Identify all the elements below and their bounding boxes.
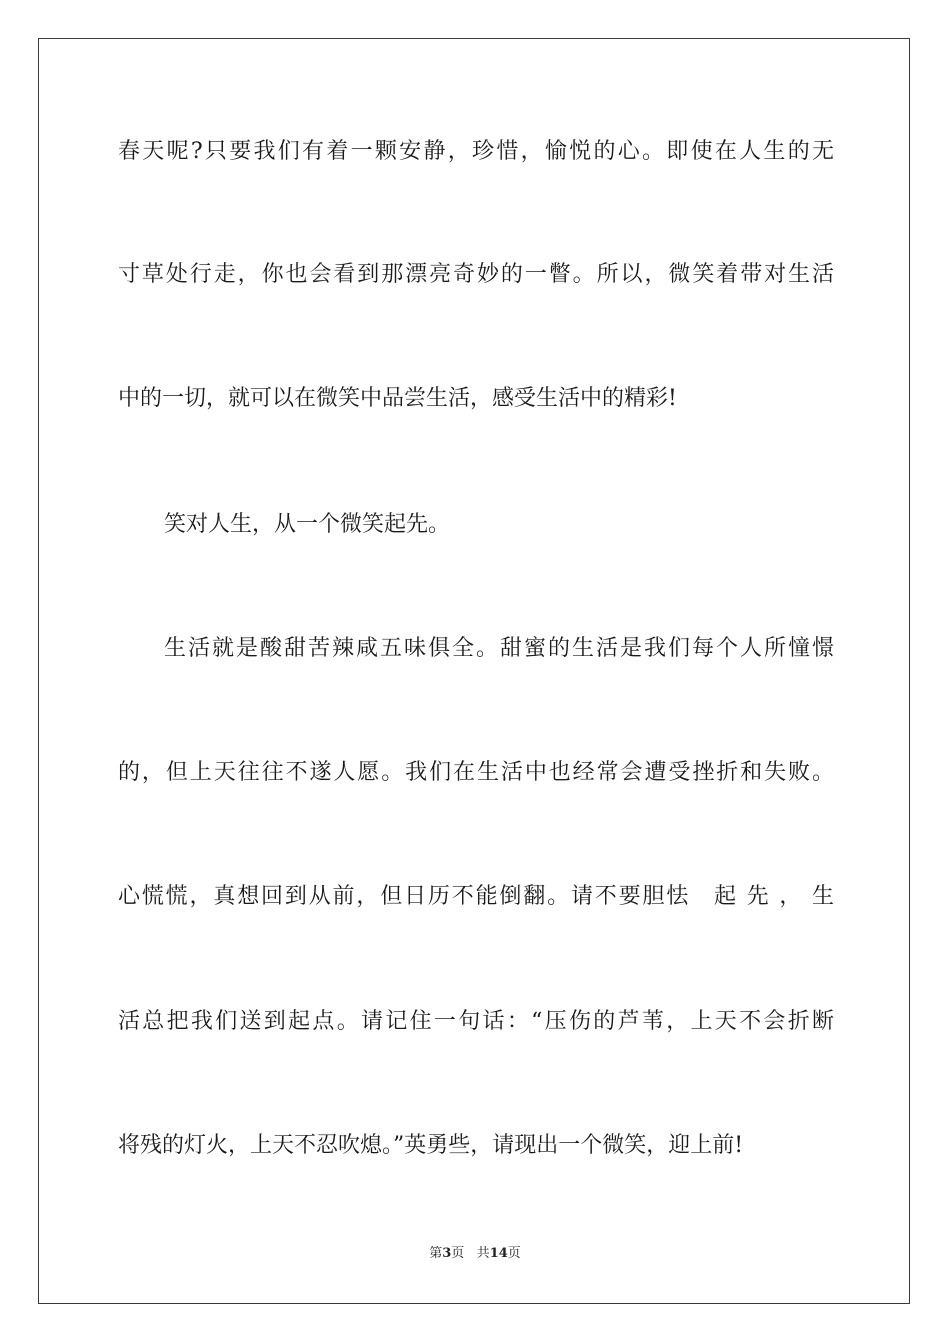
page-footer bbox=[0, 1245, 950, 1263]
paragraph-line: 笑对人生，从一个微笑起先。 bbox=[164, 512, 451, 537]
paragraph-line: 春天呢?只要我们有着一颗安静，珍惜，愉悦的心。即使在人生的无 bbox=[118, 139, 834, 164]
paragraph-line: 生活就是酸甜苦辣咸五味俱全。甜蜜的生活是我们每个人所憧憬 bbox=[164, 636, 834, 661]
page-border bbox=[38, 38, 910, 1304]
paragraph-line: 的，但上天往往不遂人愿。我们在生活中也经常会遭受挫折和失败。 bbox=[118, 760, 834, 785]
page-total-unit: 页 bbox=[507, 1246, 521, 1261]
page-number-current: 3 bbox=[442, 1246, 452, 1261]
page-number-unit: 页 bbox=[451, 1246, 465, 1261]
paragraph-line: 心慌慌，真想回到从前，但日历不能倒翻。请不要胆怯 起 先 ， 生 bbox=[118, 884, 834, 909]
paragraph-line: 将残的灯火，上天不忍吹熄。”英勇些，请现出一个微笑，迎上前! bbox=[118, 1133, 744, 1158]
page-total-prefix: 共 bbox=[476, 1246, 490, 1261]
page-number-prefix: 第 bbox=[429, 1246, 443, 1261]
page-total-count: 14 bbox=[489, 1246, 508, 1261]
paragraph-line: 寸草处行走，你也会看到那漂亮奇妙的一瞥。所以，微笑着带对生活 bbox=[118, 262, 834, 287]
paragraph-line: 中的一切，就可以在微笑中品尝生活，感受生活中的精彩! bbox=[118, 386, 677, 411]
paragraph-line: 活总把我们送到起点。请记住一句话：“压伤的芦苇，上天不会折断 bbox=[118, 1009, 834, 1034]
